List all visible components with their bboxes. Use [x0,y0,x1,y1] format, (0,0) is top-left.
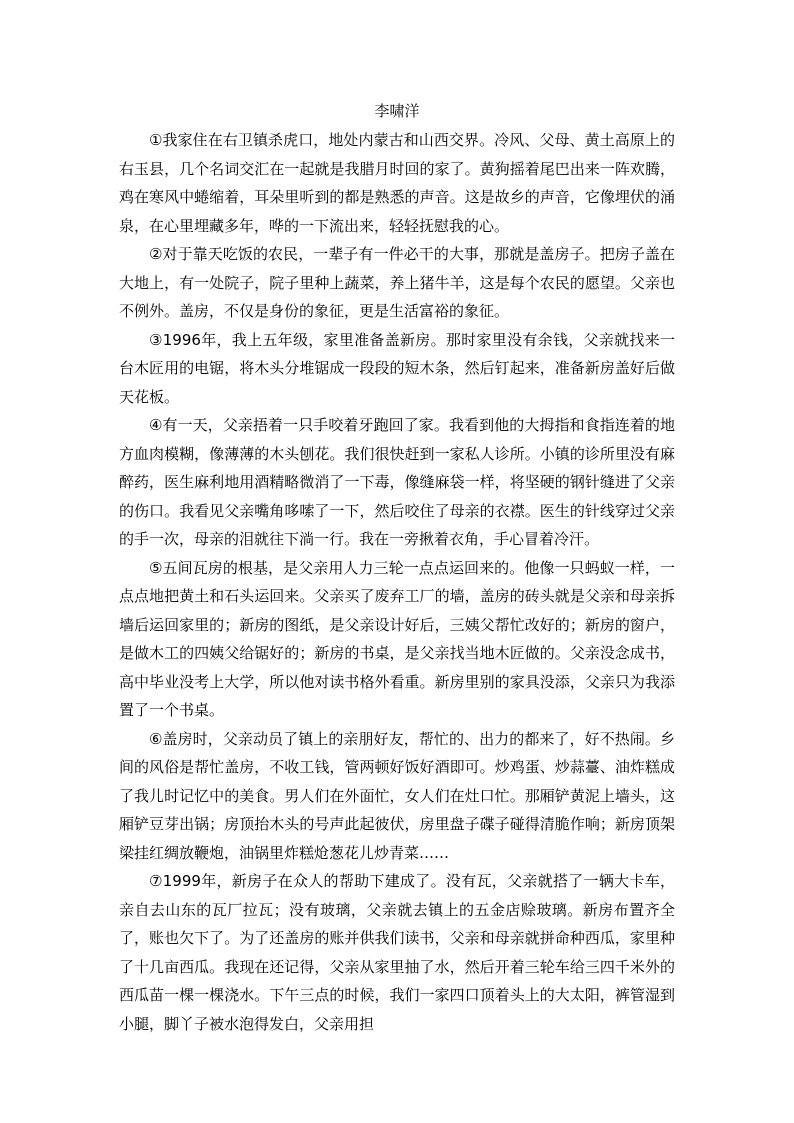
paragraph-2: ②对于靠天吃饭的农民，一辈子有一件必干的大事，那就是盖房子。把房子盖在大地上，有一处院子，院子里种上蔬菜，养上猪牛羊，这是每个农民的愿望。父亲也不例外。盖房，不仅是身份的象征，更是生活富裕的象征。 [119,245,675,320]
paragraph-7: ⑦1999年，新房子在众人的帮助下建成了。没有瓦，父亲就搭了一辆大卡车，亲自去山东的瓦厂拉瓦；没有玻璃，父亲就去镇上的五金店赊玻璃。新房布置齐全了，账也欠下了。为了还盖房的账并供我们读书，父亲和母亲就拼命种西瓜，家里种了十几亩西瓜。我现在还记得，父亲从家里抽了水，然后开着三轮车给三四千米外的西瓜苗一棵一棵浇水。下午三点的时候，我们一家四口顶着头上的大太阳，裤管湿到小腿，脚丫子被水泡得发白，父亲用担 [119,872,675,1033]
article-body [119,126,675,1038]
paragraph-4: ④有一天，父亲捂着一只手咬着牙跑回了家。我看到他的大拇指和食指连着的地方血肉模糊，像薄薄的木头刨花。我们很快赶到一家私人诊所。小镇的诊所里没有麻醉药，医生麻利地用酒精略微消了一下毒，像缝麻袋一样，将坚硬的钢针缝进了父亲的伤口。我看见父亲嘴角哆嗦了一下，然后咬住了母亲的衣襟。医生的针线穿过父亲的手一次，母亲的泪就往下淌一行。我在一旁揪着衣角，手心冒着冷汗。 [119,416,675,548]
paragraph-3: ③1996年，我上五年级，家里准备盖新房。那时家里没有余钱，父亲就找来一台木匠用的电锯，将木头分堆锯成一段段的短木条，然后钉起来，准备新房盖好后做天花板。 [119,330,675,406]
author-name: 李啸洋 [374,102,420,120]
paragraph-5: ⑤五间瓦房的根基，是父亲用人力三轮一点点运回来的。他像一只蚂蚁一样，一点点地把黄土和石头运回来。父亲买了废弃工厂的墙，盖房的砖头就是父亲和母亲拆墙后运回家里的；新房的图纸，是父亲设计好后，三姨父帮忙改好的；新房的窗户，是做木工的四姨父给锯好的；新房的书桌，是父亲找当地木匠做的。父亲没念成书，高中毕业没考上大学，所以他对读书格外看重。新房里别的家具没添，父亲只为我添置了一个书桌。 [119,558,675,719]
paragraph-1: ①我家住在右卫镇杀虎口，地处内蒙古和山西交界。冷风、父母、黄土高原上的右玉县，几个名词交汇在一起就是我腊月时回的家了。黄狗摇着尾巴出来一阵欢腾，鸡在寒风中蜷缩着，耳朵里听到的都是熟悉的声音。这是故乡的声音，它像埋伏的涌泉，在心里埋藏多年，哗的一下流出来，轻轻抚慰我的心。 [119,131,675,235]
paragraph-6: ⑥盖房时，父亲动员了镇上的亲朋好友，帮忙的、出力的都来了，好不热闹。乡间的风俗是帮忙盖房，不收工钱，管两顿好饭好酒即可。炒鸡蛋、炒蒜薹、油炸糕成了我儿时记忆中的美食。男人们在外面忙，女人们在灶口忙。那厢铲黄泥上墙头，这厢铲豆芽出锅；房顶抬木头的号声此起彼伏，房里盘子碟子碰得清脆作响；新房顶架梁挂红绸放鞭炮，油锅里炸糕炝葱花儿炒青菜…… [119,729,675,862]
